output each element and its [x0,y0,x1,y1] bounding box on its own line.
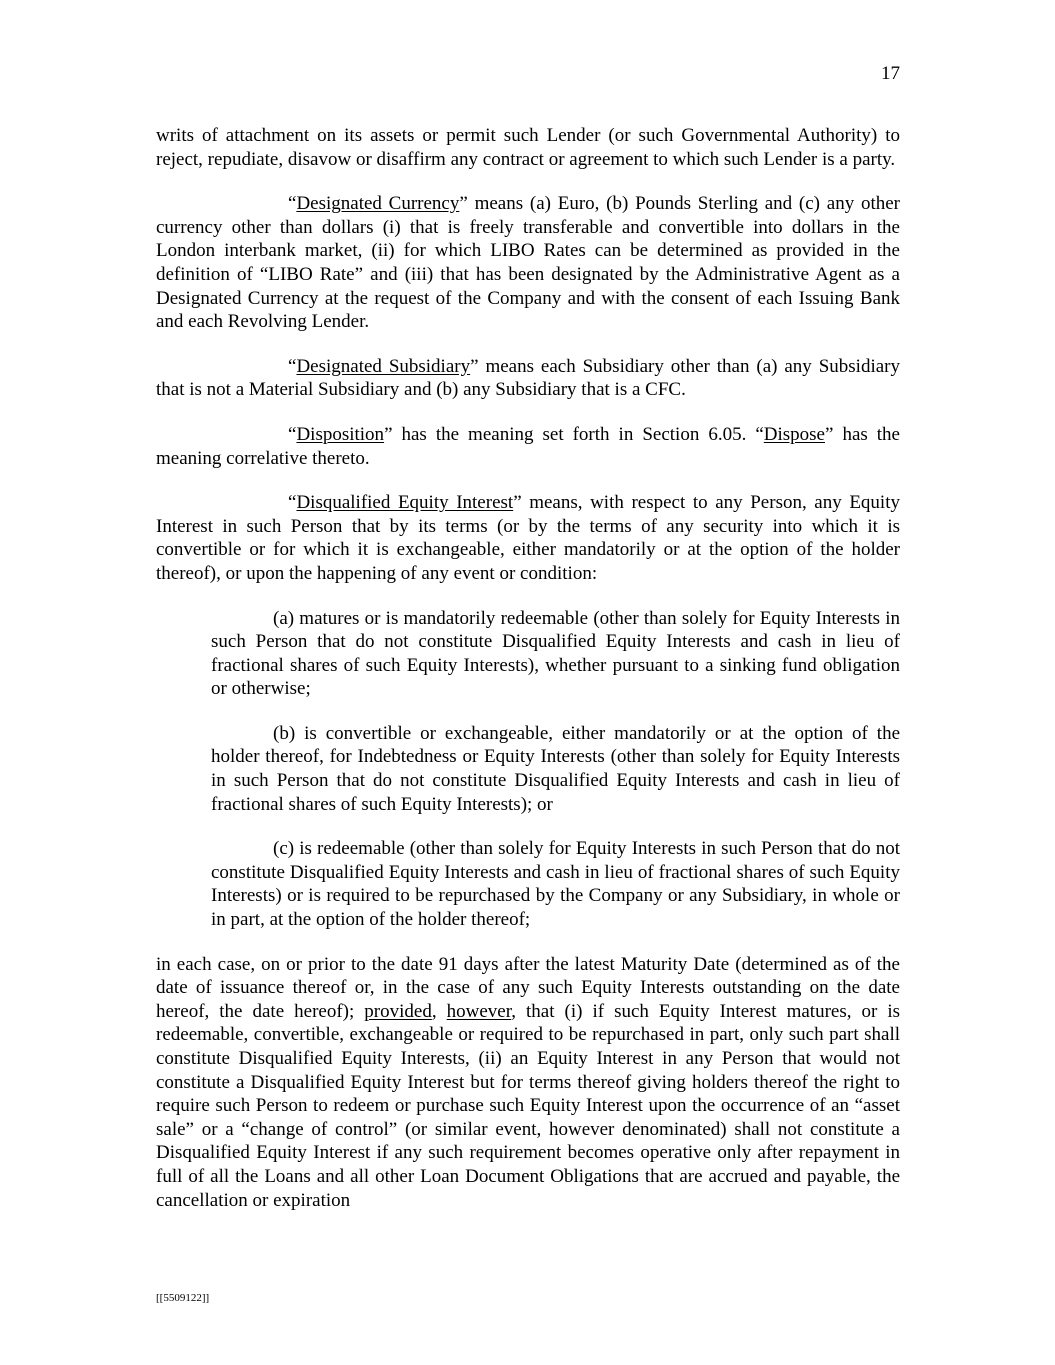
page-number: 17 [881,63,900,84]
clause-b [211,722,900,816]
clause-text: (b) is convertible or exchangeable, either mandatorily or at the option of the holder thereof, for Indebtedness or Equity Interests (other than solely for Equity Interests in such Person that do not constitute Disqualified Equity Interests and cash in lieu of fractional shares of such Equity Interests); or [211,722,900,815]
proviso-paragraph [156,953,900,1213]
defined-term: Designated Currency [296,193,460,215]
open-quote: “ [288,423,297,445]
definition-text: ” means (a) Euro, (b) Pounds Sterling and (c) any other currency other than dollars (i) that is freely transferable and convertible into dollars in the London interbank market, (ii) for which LIBO Rates can be determined as provided in the definition of “LIBO Rate” and (iii) that has been designated by the Administrative Agent as a Designated Currency at the request of the Company and with the consent of each Issuing Bank and each Revolving Lender. [156,193,901,333]
definition-text: ” has the meaning correlative thereto. [156,423,900,469]
paragraph-text: in each case, on or prior to the date 91 days after the latest Maturity Date (determined as of the date of issuance thereof or, in the case of any such Equity Interests outstanding on the date hereof, the date hereof); [156,953,900,1022]
clause-c [211,837,900,931]
definition-designated-currency [156,192,900,334]
defined-term: Disqualified Equity Interest [296,492,514,514]
defined-term-secondary: Dispose [763,423,825,445]
definition-designated-subsidiary [156,355,900,402]
paragraph-text: , that (i) if such Equity Interest matures, or is redeemable, convertible, exchangeable or required to be repurchased in part, only such part shall constitute Disqualified Equity Interests, (ii) an Equity Interest in any Person that would not constitute a Disqualified Equity Interest but for terms thereof giving holders thereof the right to require such Person to redeem or purchase such Equity Interest upon the occurrence of an “asset sale” or a “change of control” (or similar event, however denominated) shall not constitute a Disqualified Equity Interest if any such requirement becomes operative only after repayment in full of all the Loans and all other Loan Document Obligations that are accrued and payable, the cancellation or expiration [156,1000,900,1211]
open-quote: “ [288,193,297,215]
document-id-footer: [[5509122]] [156,1292,210,1304]
defined-term: Designated Subsidiary [296,355,471,377]
separator-text: , [431,1000,447,1022]
definition-disposition [156,423,900,470]
definition-text: ” has the meaning set forth in Section 6.05. “ [384,423,764,445]
emphasis-provided: provided [364,1000,432,1022]
defined-term: Disposition [296,423,385,445]
open-quote: “ [288,492,297,514]
definition-disqualified-equity-interest [156,491,900,585]
clause-text: (c) is redeemable (other than solely for Equity Interests in such Person that do not constitute Disqualified Equity Interests and cash in lieu of fractional shares of such Equity Interests) or is required to be repurchased by the Company or any Subsidiary, in whole or in part, at the option of the holder thereof; [211,838,900,931]
paragraph-text: writs of attachment on its assets or permit such Lender (or such Governmental Authority) to reject, repudiate, disavow or disaffirm any contract or agreement to which such Lender is a party. [156,125,900,170]
definition-text: ” means, with respect to any Person, any Equity Interest in such Person that by its terms (or by the terms of any security into which it is convertible or for which it is exchangeable, either mandatorily or at the option of the holder thereof), or upon the happening of any event or condition: [156,492,900,584]
open-quote: “ [288,355,297,377]
definition-text: ” means each Subsidiary other than (a) any Subsidiary that is not a Material Subsidiary and (b) any Subsidiary that is a CFC. [156,355,900,401]
clause-a [211,607,900,701]
document-body [156,124,900,1212]
clause-text: (a) matures or is mandatorily redeemable (other than solely for Equity Interests in such Person that do not constitute Disqualified Equity Interests and cash in lieu of fractional shares of such Equity Interests), whether pursuant to a sinking fund obligation or otherwise; [211,607,900,700]
paragraph-continuation [156,124,900,171]
emphasis-however: however [446,1000,512,1022]
